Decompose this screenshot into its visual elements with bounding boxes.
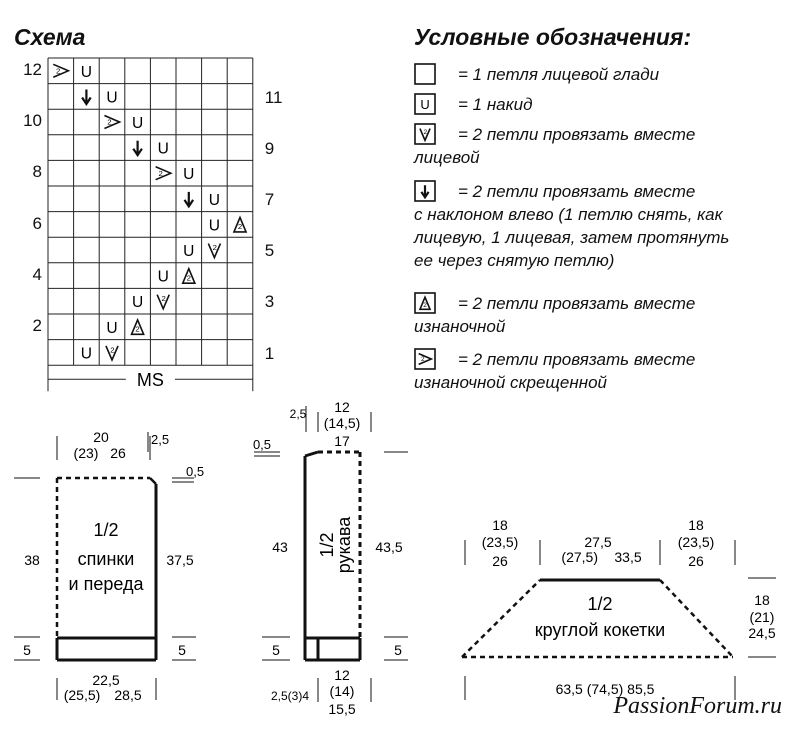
legend-text: лицевую, 1 лицевая, затем протянуть: [414, 228, 730, 247]
svg-text:2: 2: [135, 324, 140, 334]
piece-label: 1/2: [317, 532, 337, 558]
row-number: 6: [32, 213, 42, 233]
row-number: 7: [264, 190, 275, 209]
svg-text:2: 2: [186, 273, 191, 283]
dim-label: 5: [178, 642, 186, 658]
svg-text:2: 2: [110, 345, 115, 355]
yarn-over-symbol: U: [183, 166, 195, 184]
yarn-over-symbol: U: [80, 345, 93, 363]
dim-label: (25,5): [63, 687, 101, 703]
row-number: 8: [32, 162, 42, 182]
piece-label: 1/2: [587, 594, 613, 614]
svg-text:2: 2: [237, 222, 243, 232]
svg-text:2: 2: [423, 301, 427, 309]
dim-line: [305, 452, 318, 456]
dim-label: 22,5: [92, 672, 120, 688]
piece-label: 1/2: [93, 520, 119, 540]
piece-label: круглой кокетки: [534, 620, 666, 640]
dim-label: 28,5: [114, 687, 142, 703]
yarn-over-symbol: U: [157, 268, 169, 286]
dim-label: 43,5: [375, 539, 403, 555]
dim-label: 17: [334, 433, 350, 449]
dim-label: 20: [93, 429, 109, 445]
dim-label: 2,5(3)4: [270, 689, 310, 703]
piece-label: и переда: [68, 574, 144, 594]
row-number: 5: [264, 241, 275, 261]
dim-label: 43: [272, 539, 288, 555]
piece-label: рукава: [334, 516, 354, 574]
dim-label: (23): [73, 445, 99, 461]
dim-label: 0,5: [186, 464, 205, 479]
dim-label: 26: [688, 553, 704, 569]
svg-text:2: 2: [421, 356, 425, 364]
legend-text: лицевой: [414, 148, 480, 167]
legend-text: изнаночной: [414, 317, 506, 336]
dim-label: 0,5: [252, 437, 272, 452]
legend-text: изнаночной скрещенной: [414, 373, 607, 392]
dim-line: [150, 478, 156, 484]
legend-text: = 1 накид: [458, 95, 533, 114]
row-number: 9: [264, 138, 275, 158]
legend-title: Условные обозначения:: [414, 24, 692, 50]
row-number: 10: [23, 111, 42, 131]
dim-label: 37,5: [166, 552, 194, 568]
yarn-over-symbol: U: [183, 243, 195, 261]
dim-label: (14,5): [323, 415, 361, 431]
dim-label: 5: [394, 642, 402, 658]
svg-text:2: 2: [212, 243, 217, 252]
yarn-over-symbol: U: [208, 191, 221, 209]
yarn-over-symbol: U: [131, 115, 144, 133]
dim-label: 2,5: [151, 432, 170, 447]
dim-label: 26: [492, 553, 508, 569]
dim-label: 5: [23, 642, 31, 658]
yarn-over-symbol: U: [106, 319, 118, 337]
dim-label: (23,5): [677, 534, 715, 550]
dim-label: 24,5: [748, 625, 776, 641]
piece-label: спинки: [77, 549, 135, 569]
svg-text:2: 2: [161, 294, 166, 304]
dim-label: 26: [110, 445, 126, 461]
svg-text:2: 2: [56, 66, 61, 76]
yarn-over-symbol: U: [80, 63, 93, 81]
row-number: 11: [264, 87, 283, 107]
svg-text:2: 2: [158, 168, 163, 178]
yoke-left-dashed: [462, 580, 540, 657]
dim-label: 5: [272, 642, 280, 658]
legend-text: ее через снятую петлю): [414, 251, 615, 270]
dim-label: 38: [24, 552, 40, 568]
row-number: 12: [23, 60, 42, 79]
legend-text: с наклоном влево (1 петлю снять, как: [414, 205, 723, 224]
dim-label: 15,5: [328, 701, 356, 717]
dim-label: 18: [492, 517, 508, 533]
legend-text: = 2 петли провязать вместе: [458, 125, 696, 144]
dim-label: 12: [334, 667, 350, 683]
yoke-bottom-dim: 63,5 (74,5) 85,5: [555, 681, 655, 697]
dim-label: 18: [754, 592, 770, 608]
dim-label: 2,5: [289, 407, 307, 421]
dim-label: (27,5): [561, 549, 598, 565]
dim-label: 18: [688, 517, 704, 533]
watermark: PassionForum.ru: [613, 693, 782, 719]
yarn-over-symbol: U: [157, 140, 169, 158]
row-number: 4: [32, 264, 42, 284]
row-number: 3: [264, 292, 275, 312]
dim-label: (21): [749, 609, 775, 625]
ms-label: MS: [136, 370, 164, 391]
row-number: 1: [264, 343, 275, 363]
yoke-right-dashed: [660, 580, 733, 657]
svg-text:2: 2: [107, 117, 112, 127]
yarn-over-symbol: U: [106, 89, 118, 107]
legend-text: = 2 петли провязать вместе: [458, 350, 696, 369]
dim-label: 33,5: [614, 549, 642, 565]
legend-text: = 1 петля лицевой глади: [458, 65, 660, 84]
scheme-title: Схема: [14, 24, 86, 50]
yarn-over-symbol: U: [131, 294, 144, 312]
legend-text: = 2 петли провязать вместе: [458, 294, 696, 313]
svg-text:2: 2: [423, 129, 428, 136]
dim-label: 12: [334, 399, 350, 415]
dim-label: (23,5): [481, 534, 519, 550]
yarn-over-symbol: U: [420, 97, 430, 113]
row-number: 2: [32, 316, 42, 335]
dim-label: (14): [329, 683, 355, 699]
legend-text: = 2 петли провязать вместе: [458, 182, 696, 201]
yarn-over-symbol: U: [208, 217, 221, 235]
dim-label: 27,5: [584, 534, 612, 550]
